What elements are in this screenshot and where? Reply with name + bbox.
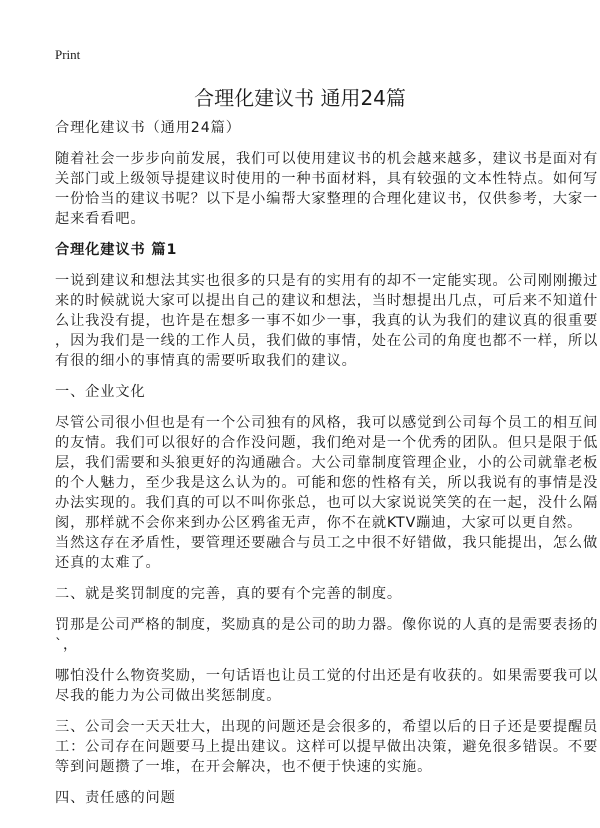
text-line: 阂，那样就不会你来到办公区鸦雀无声，你不在就KTV蹦迪，大家可以更自然。 [55, 515, 583, 531]
paragraph [55, 382, 555, 402]
text-line: 么让我没有提，也许是在想多一事不如少一事，我真的认为我们的建议真的很重要 [55, 313, 599, 329]
text-line: 工：公司存在问题要马上提出建议。这样可以提早做出决策，避免很多错误。不要 [55, 739, 599, 755]
document-title: 合理化建议书 通用24篇 [194, 86, 406, 110]
text-line: 当然这存在矛盾性，要管理还要融合与员工之中很不好错做，我只能提出，怎么做 [55, 535, 599, 551]
text-line: 办法实现的。我们真的可以不叫你张总，也可以大家说说笑笑的在一起，没什么隔 [55, 495, 599, 511]
text-line: 有很的细小的事情真的需要听取我们的建议。 [55, 353, 357, 369]
text-line: 的友情。我们可以很好的合作没问题，我们绝对是一个优秀的团队。但只是限于低 [55, 435, 599, 451]
text-line: ，因为我们是一线的工作人员，我们做的事情，处在公司的角度也都不一样，所以 [55, 333, 599, 349]
text-line: 合理化建议书（通用24篇） [55, 120, 241, 136]
text-line: 还真的太难了。 [55, 555, 161, 571]
section-heading [55, 240, 555, 260]
text-line: 四、责任感的问题 [55, 790, 176, 806]
paragraph [55, 271, 599, 371]
text-line: 哪怕没什么物资奖励，一句话语也让员工觉的付出还是有收获的。如果需要我可以 [55, 668, 599, 684]
text-line: 等到问题攒了一堆，在开会解决，也不便于快速的实施。 [55, 759, 433, 775]
paragraph [55, 118, 555, 138]
text-line: 一说到建议和想法其实也很多的只是有的实用有的却不一定能实现。公司刚刚搬过 [55, 273, 599, 289]
text-line: 合理化建议书 篇1 [55, 242, 178, 258]
text-line: 来的时候就说大家可以提出自己的建议和想法，当时想提出几点，可后来不知道什 [55, 293, 599, 309]
paragraph [55, 584, 555, 604]
print-link[interactable]: Print [55, 47, 81, 62]
paragraph [55, 666, 599, 706]
paragraph [55, 717, 599, 777]
paragraph [55, 788, 555, 808]
text-line: 尽我的能力为公司做出奖惩制度。 [55, 688, 282, 704]
text-line: 关部门或上级领导提建议时使用的一种书面材料，具有较强的文本性特点。如何写 [55, 171, 599, 187]
document-body [55, 118, 599, 819]
text-line: 罚那是公司严格的制度，奖励真的是公司的助力器。像你说的人真的是需要表扬的 [55, 617, 599, 633]
text-line: 尽管公司很小但也是有一个公司独有的风格，我可以感觉到公司每个员工的相互间 [55, 415, 599, 431]
text-line: 层，我们需要和头狼更好的沟通融合。大公司靠制度管理企业，小的公司就靠老板 [55, 455, 599, 471]
text-line: 随着社会一步步向前发展，我们可以使用建议书的机会越来越多，建议书是面对有 [55, 151, 599, 167]
paragraph [55, 615, 599, 655]
text-line: `， [55, 637, 79, 653]
text-line: 一、企业文化 [55, 384, 146, 400]
text-line: 的个人魅力，至少我是这么认为的。可能和您的性格有关，所以我说有的事情是没 [55, 475, 599, 491]
paragraph [55, 149, 599, 229]
text-line: 起来看看吧。 [55, 211, 146, 227]
text-line: 一份恰当的建议书呢？以下是小编帮大家整理的合理化建议书，仅供参考，大家一 [55, 191, 599, 207]
paragraph [55, 413, 599, 573]
text-line: 三、公司会一天天壮大，出现的问题还是会很多的，希望以后的日子还是要提醒员 [55, 719, 599, 735]
text-line: 二、就是奖罚制度的完善，真的要有个完善的制度。 [55, 586, 403, 602]
